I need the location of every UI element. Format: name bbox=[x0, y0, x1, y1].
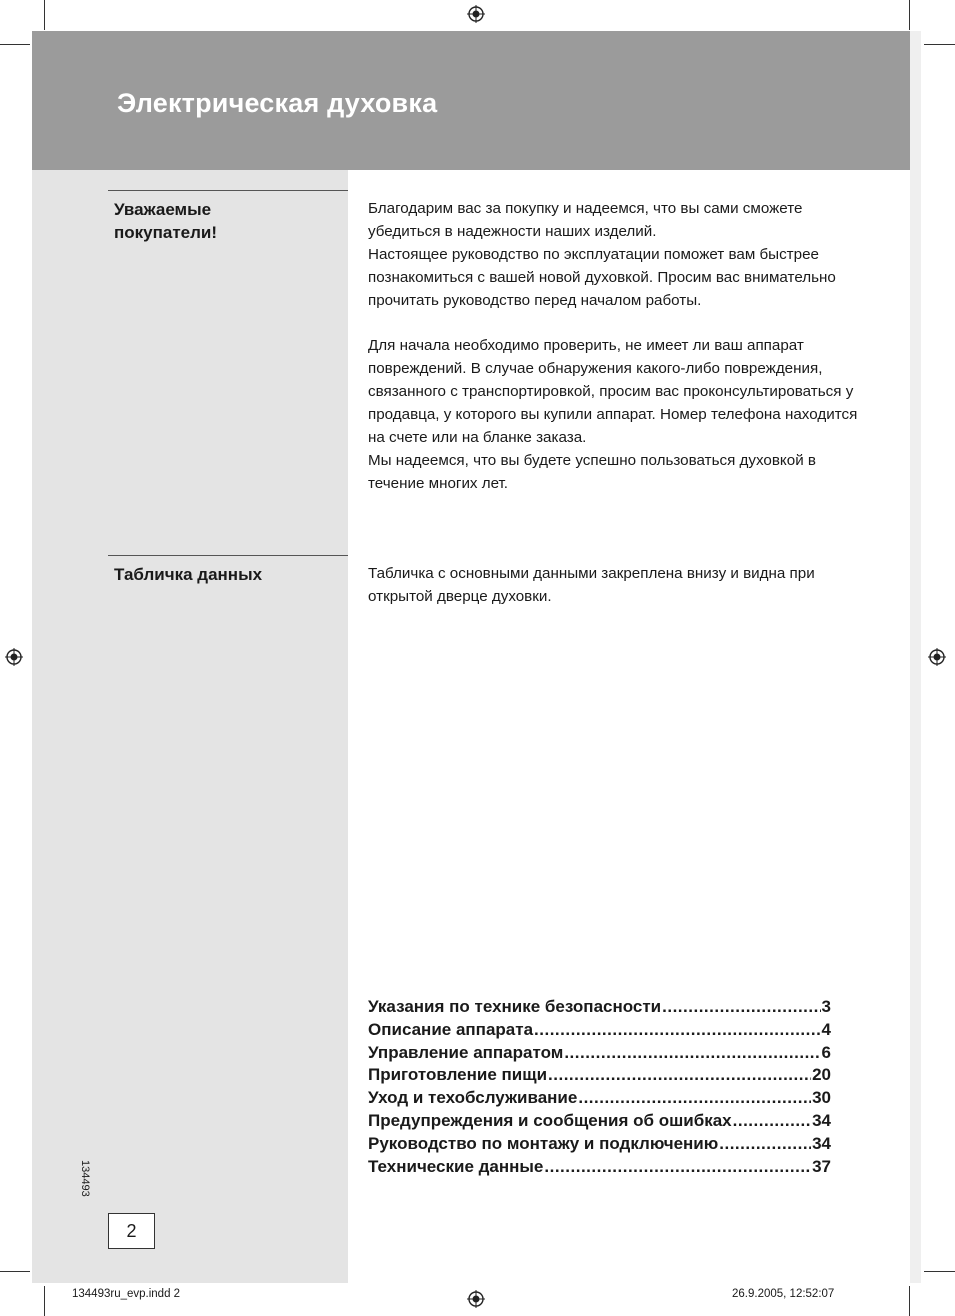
paragraph: Для начала необходимо проверить, не имеет ли ваш аппарат повреждений. В случае обнаружения какого-либо повреждения, связанного с транспортировкой, просим вас проконсультироваться у продавца, у которого вы купили аппарат. Номер телефона находится на счете или на бланке заказа. bbox=[368, 337, 858, 447]
section-title-line: Табличка данных bbox=[114, 565, 263, 584]
toc-label: Описание аппарата bbox=[368, 1019, 534, 1039]
toc-leader bbox=[544, 1156, 811, 1179]
toc-page: 34 bbox=[812, 1133, 831, 1153]
toc-page: 20 bbox=[812, 1065, 831, 1085]
paragraph: Настоящее руководство по эксплуатации поможет вам быстрее познакомиться с вашей новой духовкой. Просим вас внимательно прочитать руководство перед началом работы. bbox=[368, 245, 836, 309]
toc-leader bbox=[662, 996, 820, 1019]
footer-file-name: 134493ru_evp.indd 2 bbox=[72, 1288, 181, 1300]
toc-item[interactable] bbox=[368, 996, 831, 1019]
registration-mark-icon bbox=[467, 5, 485, 23]
toc-leader bbox=[564, 1042, 820, 1065]
crop-mark bbox=[44, 0, 45, 30]
toc-item[interactable] bbox=[368, 1133, 831, 1156]
toc-leader bbox=[548, 1064, 811, 1087]
crop-mark bbox=[909, 0, 910, 30]
toc-leader bbox=[719, 1133, 811, 1156]
paragraph: Табличка с основными данными закреплена внизу и видна при открытой дверце духовки. bbox=[368, 565, 815, 605]
toc-label: Указания по технике безопасности bbox=[368, 997, 662, 1016]
footer-timestamp: 26.9.2005, 12:52:07 bbox=[732, 1288, 835, 1300]
crop-mark bbox=[924, 44, 955, 45]
toc-label: Приготовление пищи bbox=[368, 1065, 548, 1085]
section-body-data-plate bbox=[368, 563, 858, 609]
section-rule bbox=[108, 555, 348, 556]
right-margin-strip bbox=[910, 31, 921, 1283]
toc-leader bbox=[534, 1019, 821, 1042]
crop-mark bbox=[44, 1286, 45, 1316]
section-body-dear-customers bbox=[368, 198, 858, 496]
toc-leader bbox=[733, 1110, 811, 1133]
toc-label: Технические данные bbox=[368, 1156, 544, 1176]
toc-item[interactable] bbox=[368, 1156, 831, 1179]
toc-page: 6 bbox=[821, 1042, 831, 1062]
toc-item[interactable] bbox=[368, 1064, 831, 1087]
crop-mark bbox=[909, 1286, 910, 1316]
crop-mark bbox=[0, 1271, 30, 1272]
section-title-line: покупатели! bbox=[114, 223, 218, 242]
toc-page: 30 bbox=[812, 1088, 831, 1108]
section-title-line: Уважаемые bbox=[114, 200, 212, 219]
registration-mark-icon bbox=[5, 648, 23, 666]
toc-label: Уход и техобслуживание bbox=[368, 1088, 578, 1108]
section-title-data-plate bbox=[114, 563, 334, 586]
paragraph: Благодарим вас за покупку и надеемся, что вы сами сможете убедиться в надежности наших изделий. bbox=[368, 200, 803, 240]
toc-item[interactable] bbox=[368, 1042, 831, 1065]
paragraph: Мы надеемся, что вы будете успешно пользоваться духовкой в течение многих лет. bbox=[368, 451, 816, 492]
crop-mark bbox=[0, 44, 30, 45]
toc-label: Управление аппаратом bbox=[368, 1042, 564, 1062]
toc-label: Руководство по монтажу и подключению bbox=[368, 1133, 719, 1153]
toc-label: Предупреждения и сообщения об ошибках bbox=[368, 1110, 732, 1130]
registration-mark-icon bbox=[467, 1290, 485, 1308]
toc-page: 4 bbox=[821, 1019, 831, 1039]
section-rule bbox=[108, 190, 348, 191]
toc-page: 3 bbox=[821, 997, 831, 1016]
table-of-contents bbox=[368, 996, 831, 1178]
toc-page: 34 bbox=[812, 1110, 831, 1130]
toc-page: 37 bbox=[812, 1156, 831, 1176]
page-title: Электрическая духовка bbox=[117, 88, 438, 118]
section-title-dear-customers bbox=[114, 198, 334, 244]
toc-item[interactable] bbox=[368, 1019, 831, 1042]
document-code: 134493 bbox=[79, 1160, 91, 1197]
toc-leader bbox=[578, 1087, 811, 1110]
toc-item[interactable] bbox=[368, 1087, 831, 1110]
page-number: 2 bbox=[108, 1213, 155, 1249]
registration-mark-icon bbox=[928, 648, 946, 666]
toc-item[interactable] bbox=[368, 1110, 831, 1133]
sidebar-column bbox=[32, 170, 348, 1283]
crop-mark bbox=[924, 1271, 955, 1272]
